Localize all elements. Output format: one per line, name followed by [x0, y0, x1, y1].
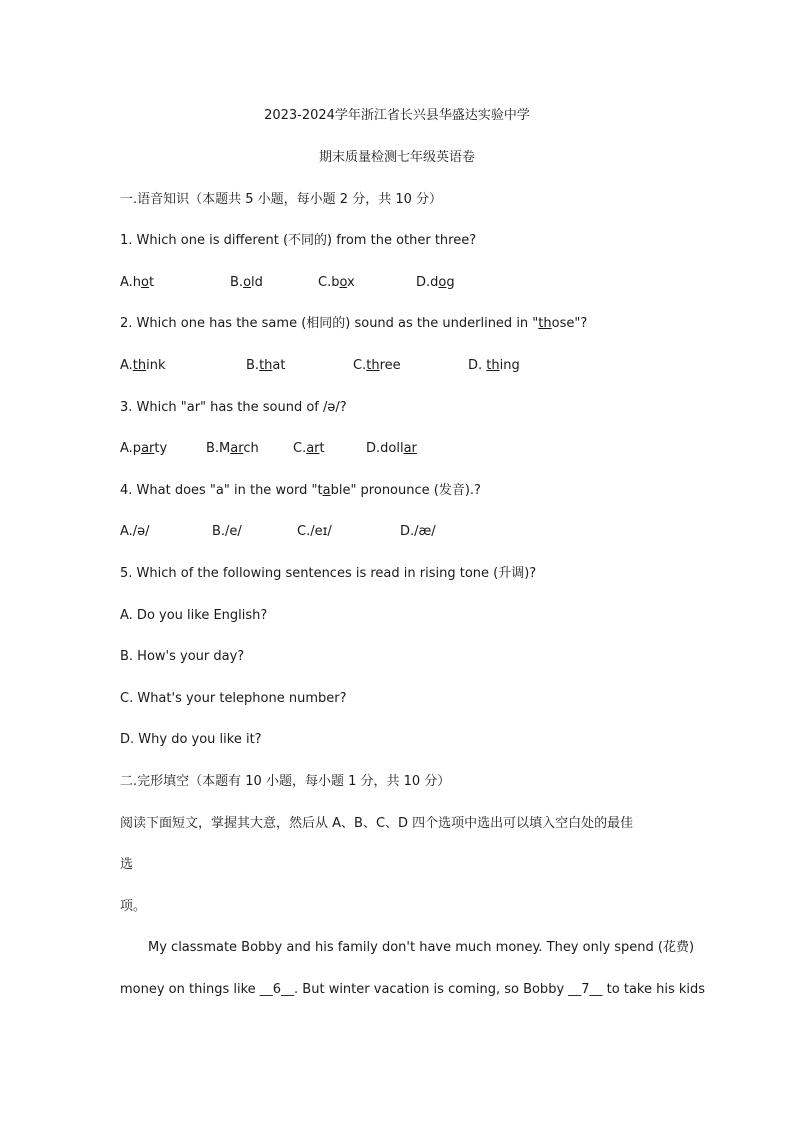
q1-option-c: C.box — [318, 275, 355, 290]
passage-line-2: money on things like __6__. But winter vacation is coming, so Bobby __7__ to take his kids — [120, 982, 706, 997]
q3-option-a: A.party — [120, 441, 168, 456]
q2-option-b: B.that — [246, 358, 286, 373]
question-4: 4. What does "a" in the word "table" pronounce (发音).? — [120, 483, 481, 498]
q4-option-c: C./eɪ/ — [297, 524, 332, 539]
question-5: 5. Which of the following sentences is read in rising tone (升调)? — [120, 566, 537, 581]
instruction-line-3: 项。 — [120, 899, 147, 914]
q4-option-a: A./ə/ — [120, 524, 150, 539]
q2-option-a: A.think — [120, 358, 166, 373]
instruction-line-2: 选 — [120, 857, 134, 872]
question-2: 2. Which one has the same (相同的) sound as the underlined in "those"? — [120, 316, 588, 331]
instruction-line-1: 阅读下面短文，掌握其大意，然后从 A、B、C、D 四个选项中选出可以填入空白处的最佳 — [120, 816, 634, 831]
exam-title-line2: 期末质量检测七年级英语卷 — [318, 150, 475, 165]
passage-line-1: My classmate Bobby and his family don't have much money. They only spend (花费) — [148, 940, 695, 955]
q4-option-b: B./e/ — [212, 524, 242, 539]
question-1: 1. Which one is different (不同的) from the other three? — [120, 233, 477, 248]
q5-option-b: B. How's your day? — [120, 649, 245, 664]
q1-option-b: B.old — [230, 275, 263, 290]
q4-option-d: D./æ/ — [400, 524, 436, 539]
q3-option-d: D.dollar — [366, 441, 417, 456]
q1-option-a: A.hot — [120, 275, 155, 290]
q5-option-d: D. Why do you like it? — [120, 732, 262, 747]
q5-option-a: A. Do you like English? — [120, 608, 268, 623]
q1-option-d: D.dog — [416, 275, 455, 290]
q5-option-c: C. What's your telephone number? — [120, 691, 347, 706]
section1-heading: 一.语音知识（本题共 5 小题，每小题 2 分，共 10 分） — [120, 192, 443, 207]
q3-option-c: C.art — [293, 441, 325, 456]
q2-option-c: C.three — [353, 358, 401, 373]
q2-option-d: D. thing — [468, 358, 520, 373]
question-3: 3. Which "ar" has the sound of /ə/? — [120, 400, 347, 415]
section2-heading: 二.完形填空（本题有 10 小题，每小题 1 分，共 10 分） — [120, 774, 451, 789]
q3-option-b: B.March — [206, 441, 259, 456]
exam-title-line1: 2023-2024学年浙江省长兴县华盛达实验中学 — [264, 108, 530, 123]
